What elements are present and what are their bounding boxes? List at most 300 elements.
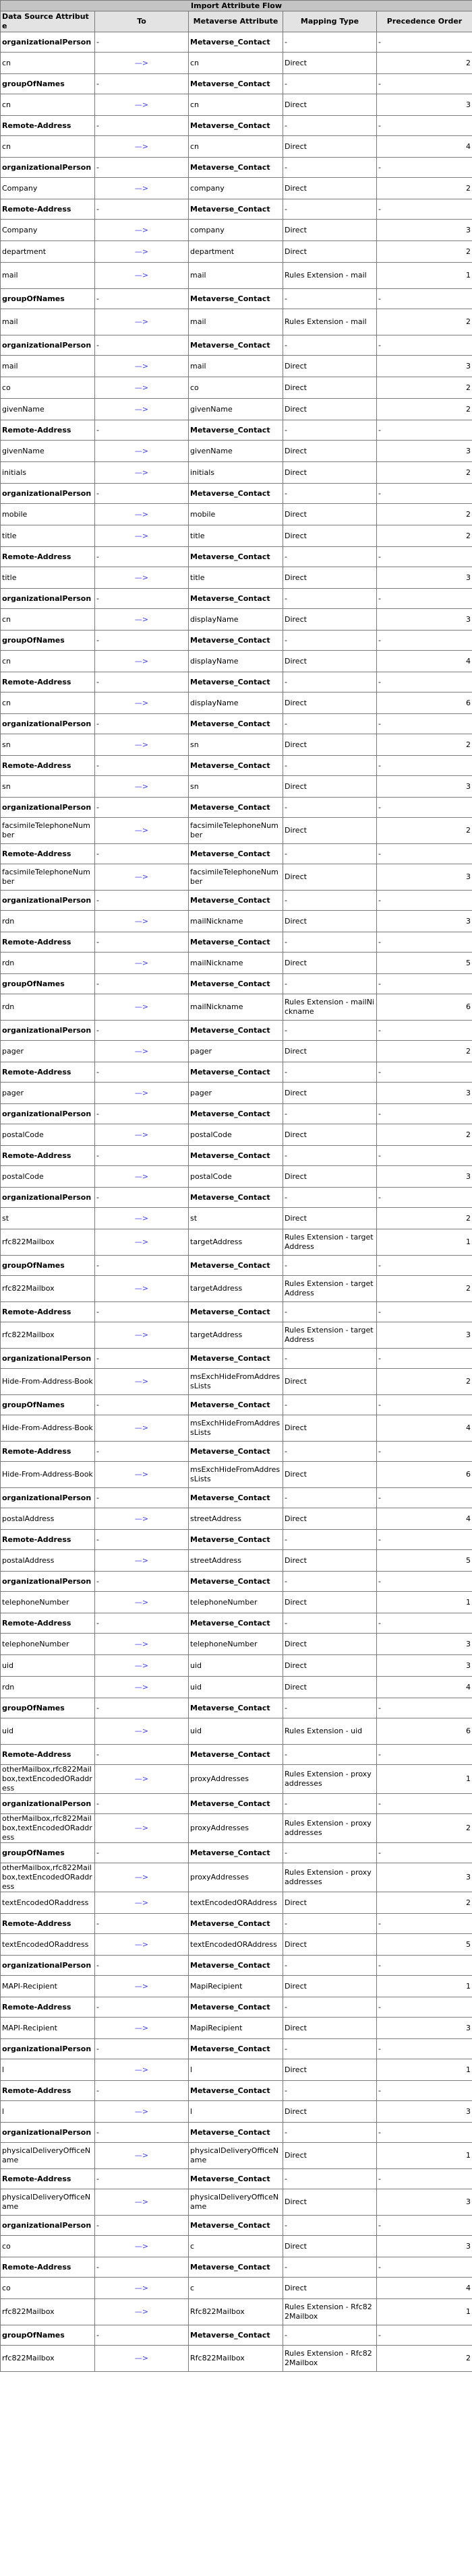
precedence-order: -	[377, 891, 472, 911]
attribute-mapping-row[interactable]	[1, 911, 472, 932]
data-source-attribute: uid	[1, 1655, 95, 1677]
object-type-row[interactable]	[1, 974, 472, 994]
precedence-order: 3	[377, 94, 472, 116]
column-header-metaverse-attribute[interactable]: Metaverse Attribute	[189, 11, 283, 32]
metaverse-object-type: Metaverse_Contact	[189, 1997, 283, 2018]
object-type-row[interactable]	[1, 484, 472, 504]
precedence-order: 1	[377, 263, 472, 289]
precedence-order: 2	[377, 818, 472, 844]
attribute-mapping-row[interactable]	[1, 2143, 472, 2169]
data-source-attribute: pager	[1, 1083, 95, 1104]
attribute-mapping-row[interactable]	[1, 864, 472, 891]
mapping-type: Direct	[283, 776, 377, 798]
data-source-attribute: pager	[1, 1041, 95, 1062]
data-source-attribute: textEncodedORaddress	[1, 1892, 95, 1914]
object-type-row[interactable]	[1, 2216, 472, 2236]
metaverse-attribute: title	[189, 525, 283, 547]
attribute-mapping-row[interactable]	[1, 1934, 472, 1956]
arrow-icon: —>	[95, 1934, 189, 1956]
table-body	[1, 32, 472, 2372]
mapping-type: Direct	[283, 1415, 377, 1442]
metaverse-attribute: proxyAddresses	[189, 1765, 283, 1794]
attribute-mapping-row[interactable]	[1, 2018, 472, 2039]
mapping-type: Direct	[283, 2018, 377, 2039]
mapping-type: Rules Extension - targetAddress	[283, 1229, 377, 1256]
attribute-mapping-row[interactable]	[1, 136, 472, 158]
mapping-type: Rules Extension - targetAddress	[283, 1276, 377, 1302]
precedence-order: 1	[377, 2299, 472, 2325]
mapping-type: -	[283, 2039, 377, 2059]
mapping-type: Direct	[283, 1166, 377, 1188]
mapping-type: -	[283, 1488, 377, 1508]
attribute-mapping-row[interactable]	[1, 1677, 472, 1698]
object-type-row[interactable]	[1, 672, 472, 693]
object-type-row[interactable]	[1, 1997, 472, 2018]
metaverse-object-type: Metaverse_Contact	[189, 2257, 283, 2278]
attribute-mapping-row[interactable]	[1, 2299, 472, 2325]
mapping-type: Direct	[283, 220, 377, 241]
source-object-type: Remote-Address	[1, 756, 95, 776]
metaverse-object-type: Metaverse_Contact	[189, 32, 283, 53]
source-object-type: organizationalPerson	[1, 1488, 95, 1508]
mapping-type: Direct	[283, 504, 377, 525]
metaverse-attribute: mailNickname	[189, 953, 283, 974]
mapping-type: -	[283, 1530, 377, 1550]
object-type-row[interactable]	[1, 74, 472, 94]
precedence-order: 3	[377, 2018, 472, 2039]
column-header-to[interactable]: To	[95, 11, 189, 32]
precedence-order: 1	[377, 1765, 472, 1794]
arrow-icon: —>	[95, 2059, 189, 2081]
precedence-order: -	[377, 1843, 472, 1863]
attribute-mapping-row[interactable]	[1, 1718, 472, 1745]
attribute-mapping-row[interactable]	[1, 994, 472, 1021]
metaverse-object-type: Metaverse_Contact	[189, 289, 283, 309]
metaverse-attribute: targetAddress	[189, 1322, 283, 1349]
attribute-mapping-row[interactable]	[1, 1462, 472, 1488]
object-type-row[interactable]	[1, 1442, 472, 1462]
precedence-order: -	[377, 2257, 472, 2278]
arrow-icon: —>	[95, 178, 189, 199]
mapping-type: -	[283, 1104, 377, 1124]
to-placeholder: -	[95, 1745, 189, 1765]
source-object-type: organizationalPerson	[1, 714, 95, 734]
precedence-order: -	[377, 1794, 472, 1814]
attribute-mapping-row[interactable]	[1, 1041, 472, 1062]
object-type-row[interactable]	[1, 589, 472, 609]
metaverse-object-type: Metaverse_Contact	[189, 116, 283, 136]
to-placeholder: -	[95, 199, 189, 220]
data-source-attribute: st	[1, 1208, 95, 1229]
to-placeholder: -	[95, 1914, 189, 1934]
attribute-mapping-row[interactable]	[1, 609, 472, 631]
mapping-type: Direct	[283, 2278, 377, 2299]
object-type-row[interactable]	[1, 1613, 472, 1634]
mapping-type: Direct	[283, 864, 377, 891]
precedence-order: 3	[377, 911, 472, 932]
to-placeholder: -	[95, 932, 189, 953]
mapping-type: -	[283, 756, 377, 776]
precedence-order: 3	[377, 356, 472, 377]
attribute-mapping-row[interactable]	[1, 94, 472, 116]
object-type-row[interactable]	[1, 1188, 472, 1208]
data-source-attribute: l	[1, 2059, 95, 2081]
source-object-type: organizationalPerson	[1, 2123, 95, 2143]
data-source-attribute: title	[1, 567, 95, 589]
metaverse-object-type: Metaverse_Contact	[189, 1530, 283, 1550]
object-type-row[interactable]	[1, 1062, 472, 1083]
mapping-type: Rules Extension - uid	[283, 1718, 377, 1745]
attribute-mapping-row[interactable]	[1, 1124, 472, 1146]
object-type-row[interactable]	[1, 1488, 472, 1508]
metaverse-attribute: company	[189, 178, 283, 199]
attribute-mapping-row[interactable]	[1, 2101, 472, 2123]
attribute-mapping-row[interactable]	[1, 178, 472, 199]
source-object-type: groupOfNames	[1, 974, 95, 994]
object-type-row[interactable]	[1, 1104, 472, 1124]
object-type-row[interactable]	[1, 1794, 472, 1814]
precedence-order: 5	[377, 1550, 472, 1572]
mapping-type: Direct	[283, 1508, 377, 1530]
precedence-order: -	[377, 116, 472, 136]
attribute-mapping-row[interactable]	[1, 651, 472, 672]
attribute-mapping-row[interactable]	[1, 1976, 472, 1997]
data-source-attribute: rdn	[1, 1677, 95, 1698]
attribute-mapping-row[interactable]	[1, 263, 472, 289]
attribute-mapping-row[interactable]	[1, 1814, 472, 1843]
arrow-icon: —>	[95, 818, 189, 844]
arrow-icon: —>	[95, 994, 189, 1021]
precedence-order: 2	[377, 734, 472, 756]
data-source-attribute: department	[1, 241, 95, 263]
attribute-mapping-row[interactable]	[1, 953, 472, 974]
mapping-type: Direct	[283, 734, 377, 756]
mapping-type: Rules Extension - proxyaddresses	[283, 1765, 377, 1794]
data-source-attribute: rdn	[1, 911, 95, 932]
metaverse-attribute: cn	[189, 136, 283, 158]
attribute-mapping-row[interactable]	[1, 1765, 472, 1794]
object-type-row[interactable]	[1, 798, 472, 818]
mapping-type: Direct	[283, 1083, 377, 1104]
attribute-mapping-row[interactable]	[1, 1276, 472, 1302]
metaverse-object-type: Metaverse_Contact	[189, 1146, 283, 1166]
arrow-icon: —>	[95, 1041, 189, 1062]
metaverse-object-type: Metaverse_Contact	[189, 756, 283, 776]
precedence-order: -	[377, 631, 472, 651]
object-type-row[interactable]	[1, 1572, 472, 1592]
attribute-mapping-row[interactable]	[1, 1892, 472, 1914]
object-type-row[interactable]	[1, 2039, 472, 2059]
column-header-mapping-type[interactable]: Mapping Type	[283, 11, 377, 32]
attribute-mapping-row[interactable]	[1, 525, 472, 547]
object-type-row[interactable]	[1, 932, 472, 953]
metaverse-object-type: Metaverse_Contact	[189, 2216, 283, 2236]
metaverse-attribute: uid	[189, 1718, 283, 1745]
data-source-attribute: givenName	[1, 399, 95, 420]
precedence-order: 2	[377, 241, 472, 263]
object-type-row[interactable]	[1, 1698, 472, 1718]
attribute-mapping-row[interactable]	[1, 53, 472, 74]
metaverse-attribute: c	[189, 2236, 283, 2257]
object-type-row[interactable]	[1, 1302, 472, 1322]
mapping-type: Direct	[283, 2059, 377, 2081]
attribute-mapping-row[interactable]	[1, 504, 472, 525]
mapping-type: Direct	[283, 462, 377, 484]
object-type-row[interactable]	[1, 1395, 472, 1415]
attribute-mapping-row[interactable]	[1, 818, 472, 844]
attribute-mapping-row[interactable]	[1, 1166, 472, 1188]
attribute-mapping-row[interactable]	[1, 1550, 472, 1572]
precedence-order: -	[377, 335, 472, 356]
attribute-mapping-row[interactable]	[1, 220, 472, 241]
metaverse-attribute: targetAddress	[189, 1276, 283, 1302]
metaverse-attribute: st	[189, 1208, 283, 1229]
precedence-order: 1	[377, 1229, 472, 1256]
mapping-type: -	[283, 672, 377, 693]
precedence-order: 2	[377, 399, 472, 420]
arrow-icon: —>	[95, 776, 189, 798]
mapping-type: -	[283, 2216, 377, 2236]
metaverse-object-type: Metaverse_Contact	[189, 1488, 283, 1508]
object-type-row[interactable]	[1, 158, 472, 178]
object-type-row[interactable]	[1, 116, 472, 136]
precedence-order: -	[377, 32, 472, 53]
precedence-order: 2	[377, 53, 472, 74]
attribute-mapping-row[interactable]	[1, 241, 472, 263]
mapping-type: -	[283, 844, 377, 864]
to-placeholder: -	[95, 335, 189, 356]
metaverse-attribute: MapiRecipient	[189, 1976, 283, 1997]
mapping-type: Direct	[283, 1462, 377, 1488]
metaverse-attribute: l	[189, 2059, 283, 2081]
metaverse-attribute: cn	[189, 94, 283, 116]
metaverse-object-type: Metaverse_Contact	[189, 199, 283, 220]
column-header-row	[1, 11, 472, 32]
precedence-order: 3	[377, 1655, 472, 1677]
object-type-row[interactable]	[1, 2257, 472, 2278]
source-object-type: Remote-Address	[1, 672, 95, 693]
attribute-mapping-row[interactable]	[1, 441, 472, 462]
to-placeholder: -	[95, 289, 189, 309]
object-type-row[interactable]	[1, 420, 472, 441]
arrow-icon: —>	[95, 2018, 189, 2039]
data-source-attribute: mail	[1, 263, 95, 289]
to-placeholder: -	[95, 2039, 189, 2059]
metaverse-attribute: department	[189, 241, 283, 263]
metaverse-attribute: MapiRecipient	[189, 2018, 283, 2039]
source-object-type: Remote-Address	[1, 116, 95, 136]
mapping-type: Rules Extension - mail	[283, 309, 377, 335]
data-source-attribute: Company	[1, 178, 95, 199]
precedence-order: 3	[377, 864, 472, 891]
object-type-row[interactable]	[1, 289, 472, 309]
mapping-type: Direct	[283, 2236, 377, 2257]
metaverse-attribute: telephoneNumber	[189, 1592, 283, 1613]
attribute-mapping-row[interactable]	[1, 1322, 472, 1349]
precedence-order: -	[377, 672, 472, 693]
attribute-mapping-row[interactable]	[1, 1083, 472, 1104]
data-source-attribute: postalCode	[1, 1124, 95, 1146]
attribute-mapping-row[interactable]	[1, 1655, 472, 1677]
precedence-order: 3	[377, 1634, 472, 1655]
precedence-order: 4	[377, 1508, 472, 1530]
precedence-order: 2	[377, 309, 472, 335]
attribute-mapping-row[interactable]	[1, 462, 472, 484]
object-type-row[interactable]	[1, 1843, 472, 1863]
arrow-icon: —>	[95, 1124, 189, 1146]
precedence-order: 3	[377, 2189, 472, 2216]
to-placeholder: -	[95, 1395, 189, 1415]
metaverse-object-type: Metaverse_Contact	[189, 158, 283, 178]
metaverse-attribute: c	[189, 2278, 283, 2299]
attribute-mapping-row[interactable]	[1, 776, 472, 798]
mapping-type: -	[283, 1843, 377, 1863]
metaverse-object-type: Metaverse_Contact	[189, 1062, 283, 1083]
object-type-row[interactable]	[1, 199, 472, 220]
mapping-type: -	[283, 2325, 377, 2346]
to-placeholder: -	[95, 2216, 189, 2236]
object-type-row[interactable]	[1, 891, 472, 911]
object-type-row[interactable]	[1, 1146, 472, 1166]
metaverse-attribute: pager	[189, 1083, 283, 1104]
precedence-order: 4	[377, 651, 472, 672]
metaverse-attribute: uid	[189, 1655, 283, 1677]
object-type-row[interactable]	[1, 631, 472, 651]
attribute-mapping-row[interactable]	[1, 1634, 472, 1655]
data-source-attribute: uid	[1, 1718, 95, 1745]
object-type-row[interactable]	[1, 1349, 472, 1369]
attribute-mapping-row[interactable]	[1, 399, 472, 420]
mapping-type: Direct	[283, 53, 377, 74]
source-object-type: Remote-Address	[1, 1613, 95, 1634]
metaverse-attribute: givenName	[189, 441, 283, 462]
data-source-attribute: rfc822Mailbox	[1, 1322, 95, 1349]
object-type-row[interactable]	[1, 844, 472, 864]
mapping-type: -	[283, 1062, 377, 1083]
attribute-mapping-row[interactable]	[1, 1208, 472, 1229]
data-source-attribute: MAPI-Recipient	[1, 1976, 95, 1997]
mapping-type: Direct	[283, 911, 377, 932]
to-placeholder: -	[95, 1794, 189, 1814]
object-type-row[interactable]	[1, 2325, 472, 2346]
data-source-attribute: rfc822Mailbox	[1, 2346, 95, 2372]
object-type-row[interactable]	[1, 714, 472, 734]
attribute-mapping-row[interactable]	[1, 1415, 472, 1442]
mapping-type: -	[283, 631, 377, 651]
data-source-attribute: cn	[1, 693, 95, 714]
data-source-attribute: mail	[1, 309, 95, 335]
attribute-mapping-row[interactable]	[1, 1863, 472, 1892]
object-type-row[interactable]	[1, 1914, 472, 1934]
arrow-icon: —>	[95, 1369, 189, 1395]
object-type-row[interactable]	[1, 2123, 472, 2143]
attribute-mapping-row[interactable]	[1, 2346, 472, 2372]
arrow-icon: —>	[95, 1229, 189, 1256]
object-type-row[interactable]	[1, 1256, 472, 1276]
mapping-type: -	[283, 289, 377, 309]
mapping-type: -	[283, 1256, 377, 1276]
mapping-type: Direct	[283, 567, 377, 589]
precedence-order: -	[377, 1914, 472, 1934]
source-object-type: groupOfNames	[1, 289, 95, 309]
object-type-row[interactable]	[1, 756, 472, 776]
metaverse-object-type: Metaverse_Contact	[189, 2325, 283, 2346]
attribute-mapping-row[interactable]	[1, 2059, 472, 2081]
arrow-icon: —>	[95, 504, 189, 525]
attribute-mapping-row[interactable]	[1, 1229, 472, 1256]
metaverse-attribute: cn	[189, 53, 283, 74]
column-header-precedence-order[interactable]: Precedence Order	[377, 11, 472, 32]
attribute-mapping-row[interactable]	[1, 309, 472, 335]
metaverse-object-type: Metaverse_Contact	[189, 1613, 283, 1634]
attribute-mapping-row[interactable]	[1, 1369, 472, 1395]
attribute-mapping-row[interactable]	[1, 693, 472, 714]
mapping-type: Direct	[283, 651, 377, 672]
source-object-type: groupOfNames	[1, 74, 95, 94]
attribute-mapping-row[interactable]	[1, 2236, 472, 2257]
object-type-row[interactable]	[1, 1021, 472, 1041]
arrow-icon: —>	[95, 441, 189, 462]
metaverse-attribute: proxyAddresses	[189, 1863, 283, 1892]
object-type-row[interactable]	[1, 2169, 472, 2189]
precedence-order: 3	[377, 609, 472, 631]
precedence-order: -	[377, 1146, 472, 1166]
mapping-type: Direct	[283, 241, 377, 263]
metaverse-object-type: Metaverse_Contact	[189, 891, 283, 911]
source-object-type: organizationalPerson	[1, 1021, 95, 1041]
metaverse-attribute: givenName	[189, 399, 283, 420]
attribute-mapping-row[interactable]	[1, 734, 472, 756]
precedence-order: -	[377, 158, 472, 178]
source-object-type: organizationalPerson	[1, 484, 95, 504]
mapping-type: Direct	[283, 693, 377, 714]
source-object-type: organizationalPerson	[1, 1104, 95, 1124]
metaverse-object-type: Metaverse_Contact	[189, 1794, 283, 1814]
attribute-mapping-row[interactable]	[1, 356, 472, 377]
object-type-row[interactable]	[1, 1956, 472, 1976]
object-type-row[interactable]	[1, 335, 472, 356]
mapping-type: Direct	[283, 377, 377, 399]
mapping-type: Direct	[283, 1041, 377, 1062]
to-placeholder: -	[95, 1698, 189, 1718]
attribute-mapping-row[interactable]	[1, 377, 472, 399]
attribute-mapping-row[interactable]	[1, 2189, 472, 2216]
metaverse-attribute: msExchHideFromAddressLists	[189, 1369, 283, 1395]
object-type-row[interactable]	[1, 1530, 472, 1550]
source-object-type: organizationalPerson	[1, 335, 95, 356]
precedence-order: -	[377, 1613, 472, 1634]
mapping-type: -	[283, 547, 377, 567]
arrow-icon: —>	[95, 1550, 189, 1572]
precedence-order: -	[377, 1395, 472, 1415]
mapping-type: Direct	[283, 1892, 377, 1914]
column-header-data-source-attribute[interactable]: Data Source Attribute	[1, 11, 95, 32]
mapping-type: -	[283, 158, 377, 178]
metaverse-attribute: title	[189, 567, 283, 589]
object-type-row[interactable]	[1, 2081, 472, 2101]
attribute-mapping-row[interactable]	[1, 567, 472, 589]
arrow-icon: —>	[95, 1166, 189, 1188]
object-type-row[interactable]	[1, 547, 472, 567]
object-type-row[interactable]	[1, 32, 472, 53]
object-type-row[interactable]	[1, 1745, 472, 1765]
arrow-icon: —>	[95, 1415, 189, 1442]
source-object-type: organizationalPerson	[1, 798, 95, 818]
precedence-order: -	[377, 289, 472, 309]
attribute-mapping-row[interactable]	[1, 1508, 472, 1530]
attribute-mapping-row[interactable]	[1, 1592, 472, 1613]
attribute-mapping-row[interactable]	[1, 2278, 472, 2299]
